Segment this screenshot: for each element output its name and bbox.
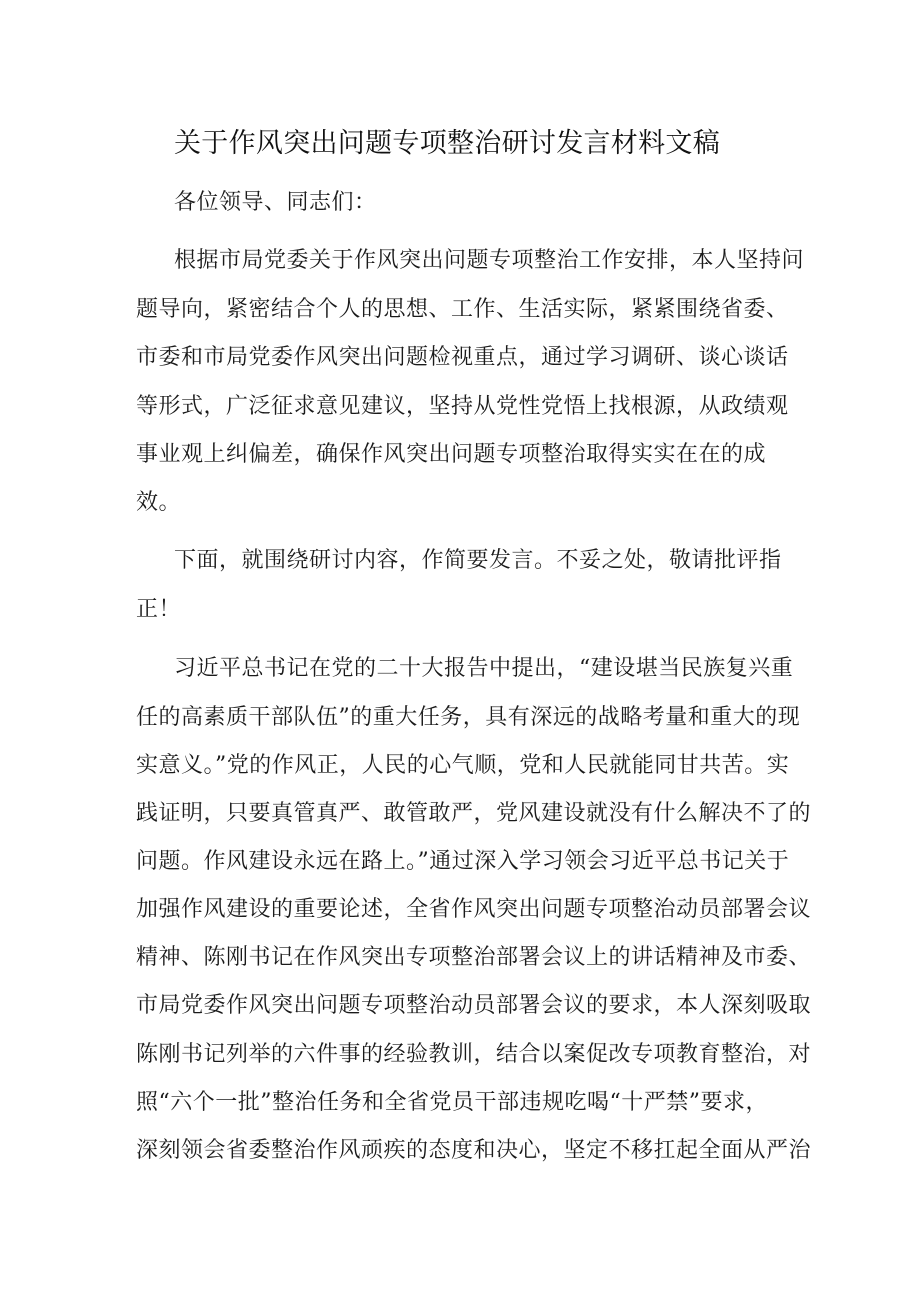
paragraph-3-line: 陈刚书记列举的六件事的经验教训，结合以案促改专项教育整治，对 <box>136 1042 812 1067</box>
paragraph-3-line: 深刻领会省委整治作风顽疾的态度和决心，坚定不移扛起全面从严治 <box>136 1138 812 1163</box>
paragraph-3-line: 实意义。”党的作风正，人民的心气顺，党和人民就能同甘共苦。实 <box>136 753 790 778</box>
paragraph-1-line: 等形式，广泛征求意见建议，坚持从党性党悟上找根源，从政绩观 <box>136 394 789 419</box>
paragraph-3-line: 践证明，只要真管真严、敢管敢严，党风建设就没有什么解决不了的 <box>136 801 812 826</box>
paragraph-1-line: 根据市局党委关于作风突出问题专项整治工作安排，本人坚持问 <box>174 248 805 273</box>
paragraph-3-line: 精神、陈刚书记在作风突出专项整治部署会议上的讲话精神及市委、 <box>136 945 812 970</box>
paragraph-3-line: 加强作风建设的重要论述，全省作风突出问题专项整治动员部署会议 <box>136 897 812 922</box>
salutation: 各位领导、同志们： <box>174 190 377 215</box>
paragraph-3-line: 市局党委作风突出问题专项整治动员部署会议的要求，本人深刻吸取 <box>136 993 812 1018</box>
paragraph-1-line: 事业观上纠偏差，确保作风突出问题专项整治取得实实在在的成 <box>136 442 767 467</box>
document-title: 关于作风突出问题专项整治研讨发言材料文稿 <box>174 128 720 159</box>
paragraph-3-line: 照“六个一批”整治任务和全省党员干部违规吃喝“十严禁”要求， <box>136 1090 768 1115</box>
paragraph-2-line: 正！ <box>136 597 182 622</box>
paragraph-3-line: 问题。作风建设永远在路上。”通过深入学习领会习近平总书记关于 <box>136 849 790 874</box>
paragraph-1-line: 题导向，紧密结合个人的思想、工作、生活实际，紧紧围绕省委、 <box>136 297 789 322</box>
paragraph-2-line: 下面，就围绕研讨内容，作简要发言。不妥之处，敬请批评指 <box>174 548 782 573</box>
paragraph-1-line: 市委和市局党委作风突出问题检视重点，通过学习调研、谈心谈话 <box>136 345 789 370</box>
paragraph-1-line: 效。 <box>136 490 182 515</box>
paragraph-3-line: 习近平总书记在党的二十大报告中提出，“建设堪当民族复兴重 <box>174 656 794 681</box>
paragraph-3-line: 任的高素质干部队伍”的重大任务，具有深远的战略考量和重大的现 <box>136 705 801 730</box>
